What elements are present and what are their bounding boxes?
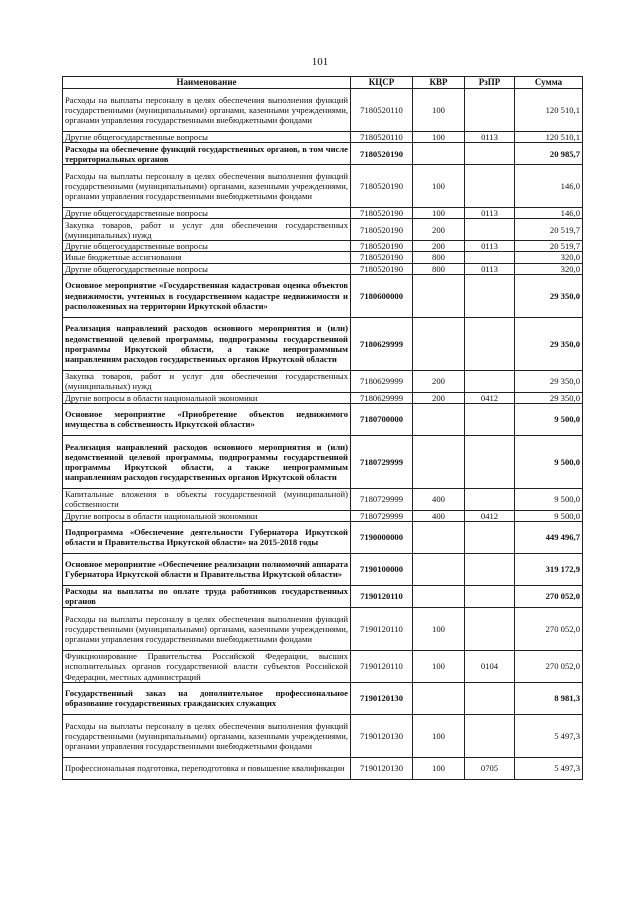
cell-kcsr: 7180629999	[351, 317, 413, 370]
cell-kvr: 200	[413, 219, 465, 241]
cell-sum: 270 052,0	[515, 650, 583, 682]
cell-kcsr: 7190000000	[351, 521, 413, 553]
cell-kcsr: 7190120130	[351, 682, 413, 714]
table-row	[63, 208, 583, 219]
cell-kcsr: 7190120110	[351, 650, 413, 682]
cell-name: Функционирование Правительства Российской Федерации, высших исполнительных органов государственной власти субъектов Российской Федерации, местных администраций	[63, 650, 351, 682]
cell-kcsr: 7180629999	[351, 392, 413, 403]
cell-rzpr	[465, 488, 515, 510]
cell-kvr: 100	[413, 165, 465, 208]
table-body	[63, 89, 583, 780]
cell-name: Реализация направлений расходов основного мероприятия и (или) ведомственной целевой программы, подпрограммы государственной программы Иркутской области, а также непрограммным направлениям расходов государственных органов Иркутской области	[63, 317, 351, 370]
budget-table	[62, 76, 583, 780]
table-row	[63, 488, 583, 510]
cell-kvr	[413, 403, 465, 435]
cell-kvr: 100	[413, 132, 465, 143]
cell-name: Расходы на выплаты персоналу в целях обеспечения выполнения функций государственными (муниципальными) органами, казенными учреждениями, органами управления государственными внебюджетными фондами	[63, 607, 351, 650]
table-row	[63, 682, 583, 714]
cell-sum: 120 510,1	[515, 132, 583, 143]
cell-kcsr: 7180520190	[351, 241, 413, 252]
cell-sum: 29 350,0	[515, 274, 583, 317]
cell-sum: 320,0	[515, 263, 583, 274]
cell-sum: 5 497,3	[515, 714, 583, 757]
table-row	[63, 521, 583, 553]
cell-rzpr	[465, 317, 515, 370]
cell-sum: 320,0	[515, 252, 583, 263]
cell-name: Расходы на выплаты по оплате труда работников государственных органов	[63, 585, 351, 607]
header-name: Наименование	[63, 77, 351, 89]
cell-sum: 449 496,7	[515, 521, 583, 553]
cell-kvr: 200	[413, 241, 465, 252]
cell-rzpr: 0412	[465, 510, 515, 521]
cell-kvr	[413, 317, 465, 370]
cell-sum: 29 350,0	[515, 392, 583, 403]
cell-kvr: 800	[413, 252, 465, 263]
table-row	[63, 274, 583, 317]
cell-rzpr	[465, 252, 515, 263]
cell-name: Основное мероприятие «Обеспечение реализации полномочий аппарата Губернатора Иркутской области и Правительства Иркутской области»	[63, 553, 351, 585]
table-row	[63, 241, 583, 252]
cell-kcsr: 7180520190	[351, 252, 413, 263]
cell-sum: 5 497,3	[515, 757, 583, 779]
cell-rzpr	[465, 435, 515, 488]
cell-kvr	[413, 521, 465, 553]
table-row	[63, 219, 583, 241]
cell-kvr	[413, 682, 465, 714]
cell-name: Расходы на выплаты персоналу в целях обеспечения выполнения функций государственными (муниципальными) органами, казенными учреждениями, органами управления государственными внебюджетными фондами	[63, 165, 351, 208]
cell-rzpr: 0113	[465, 241, 515, 252]
cell-sum: 8 981,3	[515, 682, 583, 714]
table-row	[63, 553, 583, 585]
header-kcsr: КЦСР	[351, 77, 413, 89]
cell-name: Другие общегосударственные вопросы	[63, 132, 351, 143]
cell-kvr	[413, 143, 465, 165]
cell-sum: 9 500,0	[515, 435, 583, 488]
cell-kvr: 400	[413, 510, 465, 521]
cell-kvr: 100	[413, 650, 465, 682]
cell-name: Расходы на обеспечение функций государственных органов, в том числе территориальных органов	[63, 143, 351, 165]
cell-kcsr: 7180520190	[351, 219, 413, 241]
cell-name: Государственный заказ на дополнительное профессиональное образование государственных гражданских служащих	[63, 682, 351, 714]
cell-name: Другие общегосударственные вопросы	[63, 263, 351, 274]
cell-kcsr: 7180600000	[351, 274, 413, 317]
cell-name: Реализация направлений расходов основного мероприятия и (или) ведомственной целевой программы, подпрограммы государственной программы Иркутской области, а также непрограммным направлениям расходов государственных органов Иркутской области	[63, 435, 351, 488]
cell-rzpr	[465, 219, 515, 241]
header-kvr: КВР	[413, 77, 465, 89]
cell-sum: 29 350,0	[515, 317, 583, 370]
table-row	[63, 757, 583, 779]
cell-rzpr: 0113	[465, 208, 515, 219]
cell-sum: 319 172,9	[515, 553, 583, 585]
cell-kvr	[413, 435, 465, 488]
header-sum: Сумма	[515, 77, 583, 89]
cell-kvr	[413, 553, 465, 585]
cell-kcsr: 7180729999	[351, 488, 413, 510]
cell-rzpr: 0104	[465, 650, 515, 682]
cell-kvr: 200	[413, 370, 465, 392]
cell-sum: 120 510,1	[515, 89, 583, 132]
cell-name: Другие вопросы в области национальной экономики	[63, 392, 351, 403]
cell-sum: 146,0	[515, 208, 583, 219]
table-row	[63, 392, 583, 403]
cell-name: Другие общегосударственные вопросы	[63, 208, 351, 219]
cell-kvr: 100	[413, 89, 465, 132]
cell-rzpr	[465, 370, 515, 392]
table-row	[63, 165, 583, 208]
cell-rzpr	[465, 165, 515, 208]
cell-name: Закупка товаров, работ и услуг для обеспечения государственных (муниципальных) нужд	[63, 219, 351, 241]
table-row	[63, 607, 583, 650]
cell-kvr: 100	[413, 757, 465, 779]
cell-kcsr: 7190100000	[351, 553, 413, 585]
table-row	[63, 132, 583, 143]
table-row	[63, 143, 583, 165]
cell-kcsr: 7190120110	[351, 607, 413, 650]
cell-kcsr: 7190120130	[351, 714, 413, 757]
table-row	[63, 403, 583, 435]
cell-rzpr	[465, 553, 515, 585]
cell-rzpr	[465, 714, 515, 757]
table-row	[63, 714, 583, 757]
table-row	[63, 263, 583, 274]
cell-rzpr: 0113	[465, 263, 515, 274]
cell-name: Основное мероприятие «Приобретение объектов недвижимого имущества в собственность Иркутской области»	[63, 403, 351, 435]
cell-rzpr: 0705	[465, 757, 515, 779]
table-row	[63, 650, 583, 682]
cell-name: Подпрограмма «Обеспечение деятельности Губернатора Иркутской области и Правительства Иркутской области» на 2015-2018 годы	[63, 521, 351, 553]
cell-kcsr: 7190120110	[351, 585, 413, 607]
cell-rzpr: 0113	[465, 132, 515, 143]
cell-sum: 9 500,0	[515, 488, 583, 510]
cell-kvr	[413, 585, 465, 607]
cell-name: Основное мероприятие «Государственная кадастровая оценка объектов недвижимости, учтенных в государственном кадастре недвижимости и расположенных на территории Иркутской области»	[63, 274, 351, 317]
cell-kcsr: 7180520190	[351, 263, 413, 274]
cell-sum: 20 985,7	[515, 143, 583, 165]
header-rzpr: РзПР	[465, 77, 515, 89]
cell-rzpr: 0412	[465, 392, 515, 403]
cell-kcsr: 7180700000	[351, 403, 413, 435]
cell-name: Другие общегосударственные вопросы	[63, 241, 351, 252]
cell-kvr: 100	[413, 208, 465, 219]
cell-kcsr: 7180520110	[351, 132, 413, 143]
cell-sum: 146,0	[515, 165, 583, 208]
cell-sum: 270 052,0	[515, 607, 583, 650]
table-row	[63, 370, 583, 392]
cell-kvr	[413, 274, 465, 317]
cell-rzpr	[465, 89, 515, 132]
cell-rzpr	[465, 403, 515, 435]
cell-kvr: 400	[413, 488, 465, 510]
cell-kcsr: 7180520190	[351, 165, 413, 208]
cell-name: Иные бюджетные ассигнования	[63, 252, 351, 263]
cell-rzpr	[465, 143, 515, 165]
cell-name: Расходы на выплаты персоналу в целях обеспечения выполнения функций государственными (муниципальными) органами, казенными учреждениями, органами управления государственными внебюджетными фондами	[63, 89, 351, 132]
cell-name: Закупка товаров, работ и услуг для обеспечения государственных (муниципальных) нужд	[63, 370, 351, 392]
cell-sum: 20 519,7	[515, 219, 583, 241]
cell-name: Профессиональная подготовка, переподготовка и повышение квалификации	[63, 757, 351, 779]
cell-sum: 270 052,0	[515, 585, 583, 607]
cell-kvr: 800	[413, 263, 465, 274]
cell-sum: 29 350,0	[515, 370, 583, 392]
cell-rzpr	[465, 585, 515, 607]
cell-rzpr	[465, 607, 515, 650]
page-number: 101	[311, 56, 329, 68]
cell-kvr: 200	[413, 392, 465, 403]
table-row	[63, 435, 583, 488]
cell-kcsr: 7180629999	[351, 370, 413, 392]
table-row	[63, 317, 583, 370]
cell-sum: 9 500,0	[515, 403, 583, 435]
table-header-row	[63, 77, 583, 89]
cell-name: Расходы на выплаты персоналу в целях обеспечения выполнения функций государственными (муниципальными) органами, казенными учреждениями, органами управления государственными внебюджетными фондами	[63, 714, 351, 757]
cell-name: Капитальные вложения в объекты государственной (муниципальной) собственности	[63, 488, 351, 510]
cell-rzpr	[465, 274, 515, 317]
cell-rzpr	[465, 682, 515, 714]
table-row	[63, 585, 583, 607]
cell-kcsr: 7190120130	[351, 757, 413, 779]
cell-kcsr: 7180520190	[351, 143, 413, 165]
cell-name: Другие вопросы в области национальной экономики	[63, 510, 351, 521]
table-row	[63, 510, 583, 521]
cell-sum: 9 500,0	[515, 510, 583, 521]
cell-kcsr: 7180520110	[351, 89, 413, 132]
cell-kvr: 100	[413, 607, 465, 650]
cell-kcsr: 7180520190	[351, 208, 413, 219]
cell-kcsr: 7180729999	[351, 510, 413, 521]
cell-kcsr: 7180729999	[351, 435, 413, 488]
cell-kvr: 100	[413, 714, 465, 757]
cell-rzpr	[465, 521, 515, 553]
cell-sum: 20 519,7	[515, 241, 583, 252]
table-row	[63, 89, 583, 132]
table-row	[63, 252, 583, 263]
